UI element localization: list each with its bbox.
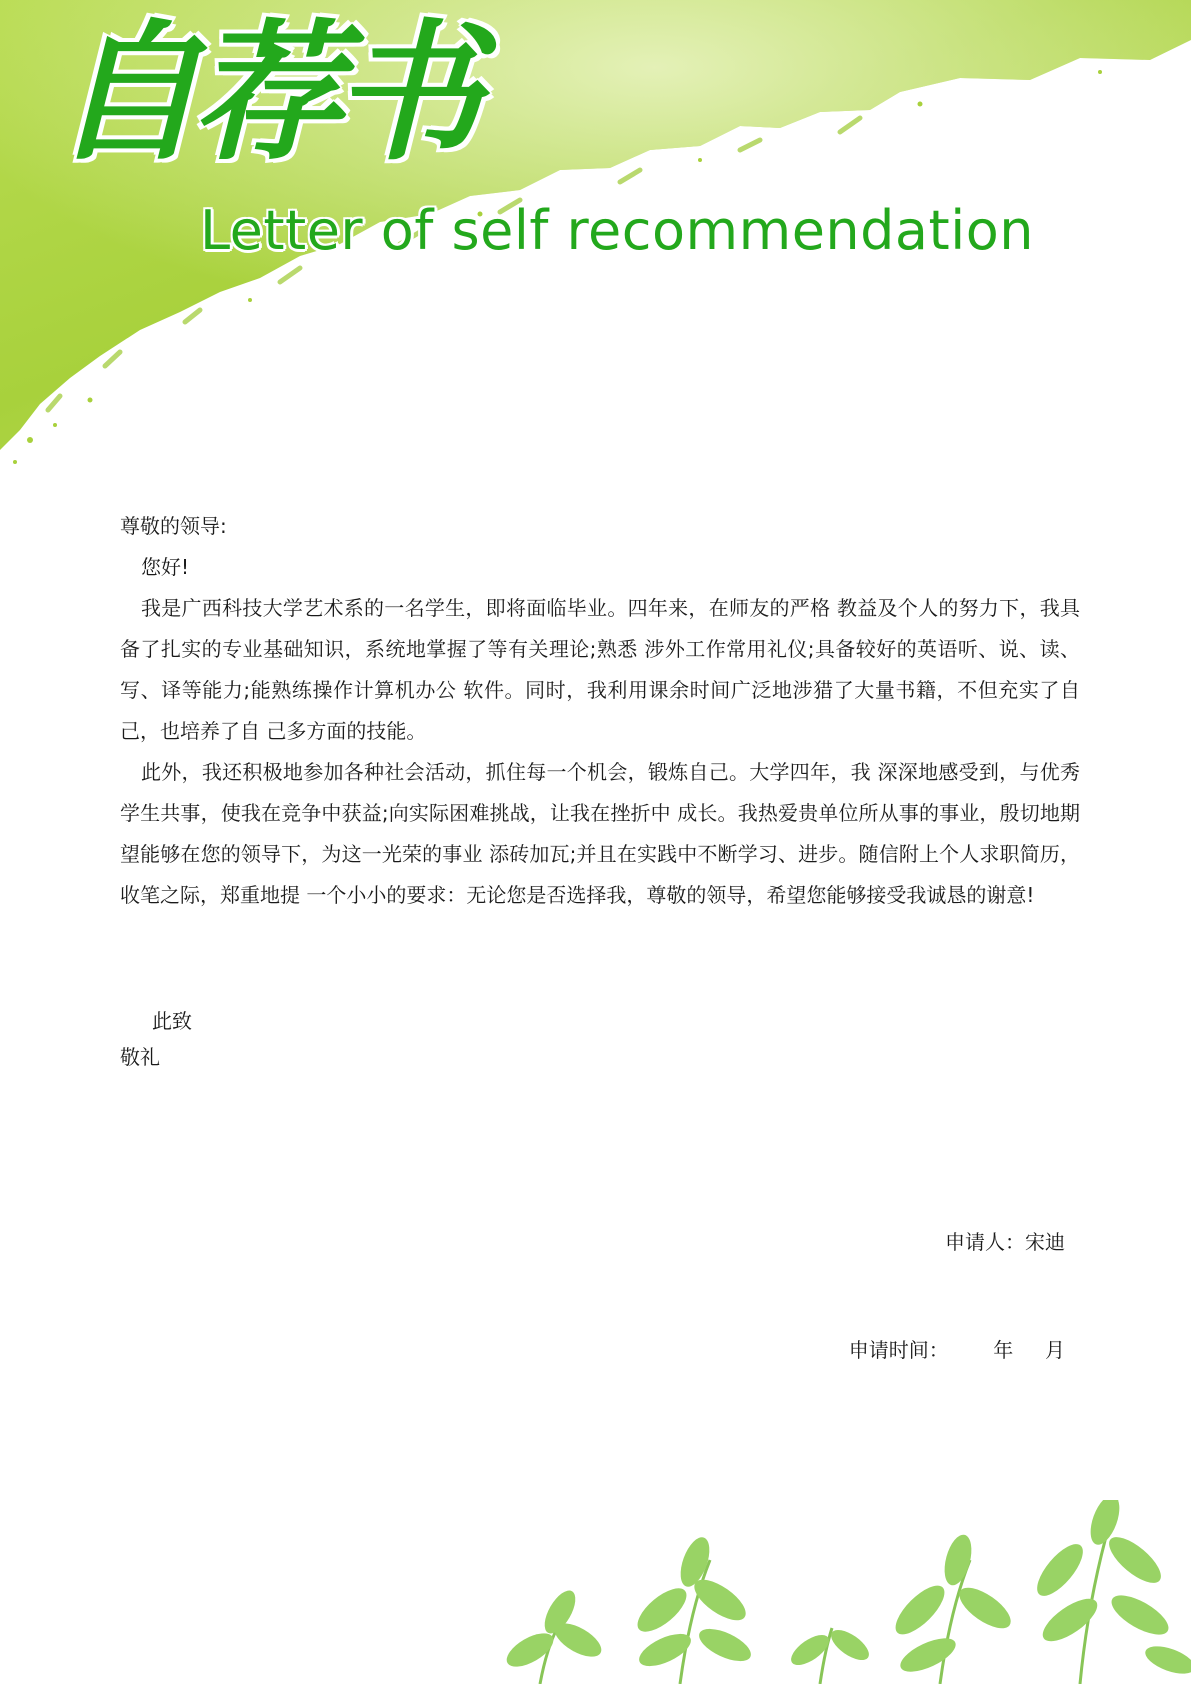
applicant-name: 申请人：宋迪: [945, 1230, 1065, 1254]
salutation: 尊敬的领导:: [120, 514, 227, 538]
title-chinese: 自荐书: [52, 5, 473, 181]
greeting: 您好!: [141, 555, 190, 579]
paragraph-2: 此外，我还积极地参加各种社会活动，抓住每一个机会，锻炼自己。大学四年，我 深深地感受到，与优秀学生共事，使我在竞争中获益;向实际困难挑战，让我在挫折中 成长。我热爱贵单位所从事的事业，殷切地期望能够在您的领导下，为这一光荣的事业 添砖加瓦;并且在实践中不断学习、进步。随信附上个人求职简历，收笔之际，郑重地提 一个小小的要求：无论您是否选择我，尊敬的领导，希望您能够接受我诚恳的谢意!: [120, 760, 1080, 907]
closing-block: [120, 1003, 192, 1075]
letter-body: [120, 506, 1080, 916]
closing-cizhi: 此致: [152, 1009, 192, 1033]
closing-jingli: 敬礼: [120, 1045, 160, 1069]
leaf-decoration: [480, 1500, 1191, 1684]
signature-block: [849, 1152, 1065, 1404]
paragraph-1: 我是广西科技大学艺术系的一名学生，即将面临毕业。四年来，在师友的严格 教益及个人的努力下，我具备了扎实的专业基础知识，系统地掌握了等有关理论;熟悉 涉外工作常用礼仪;具备较好的英语听、说、读、写、译等能力;能熟练操作计算机办公 软件。同时，我利用课余时间广泛地涉猎了大量书籍，不但充实了自己，也培养了自 己多方面的技能。: [120, 596, 1080, 743]
title-english: Letter of self recommendation: [200, 199, 1034, 262]
application-date: 申请时间： 年 月: [848, 1338, 1065, 1362]
